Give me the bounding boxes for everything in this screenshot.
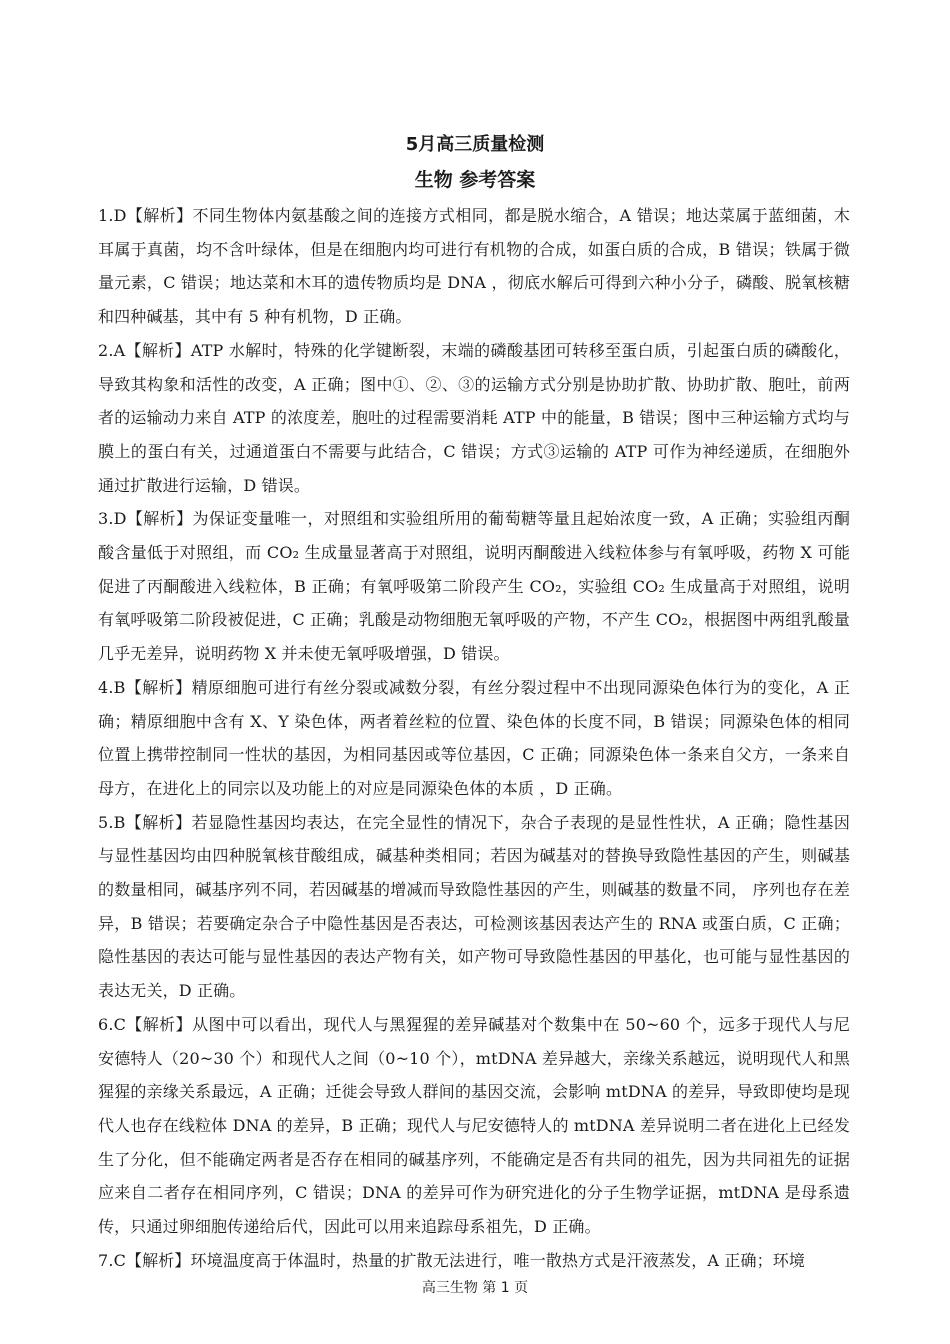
answer-item: 5.B【解析】若显隐性基因均表达，在完全显性的情况下，杂合子表现的是显性性状，A 正确；隐性基因与显性基因均由四种脱氧核苷酸组成，碱基种类相同；若因为碱基对的替换导致隐性基因的产生，则碱基的数量相同，碱基序列不同，若因碱基的增减而导致隐性基因的产生，则碱基的数量不同， 序列也存在差异，B 错误；若要确定杂合子中隐性基因是否表达，可检测该基因表达产生的 RNA 或蛋白质，C 正确；隐性基因的表达可能与显性基因的表达产物有关，如产物可导致隐性基因的甲基化，也可能与显性基因的表达无关，D 正确。 (98, 812, 850, 1001)
answer-item: 7.C【解析】环境温度高于体温时，热量的扩散无法进行，唯一散热方式是汗液蒸发，A 正确；环境 (98, 1250, 806, 1270)
page-subtitle: 生物 参考答案 (414, 169, 536, 191)
answer-item: 4.B【解析】精原细胞可进行有丝分裂或减数分裂，有丝分裂过程中不出现同源染色体行为的变化，A 正确；精原细胞中含有 X、Y 染色体，两者着丝粒的位置、染色体的长度不同，B 错误；同源染色体的相同位置上携带控制同一性状的基因，为相同基因或等位基因，C 正确；同源染色体一条来自父方，一条来自母方，在进化上的同宗以及功能上的对应是同源染色体的本质 ，D 正确。 (98, 677, 850, 798)
page-title: 5月高三质量检测 (405, 134, 545, 155)
answer-item: 3.D【解析】为保证变量唯一，对照组和实验组所用的葡萄糖等量且起始浓度一致，A 正确；实验组丙酮酸含量低于对照组，而 CO₂ 生成量显著高于对照组，说明丙酮酸进入线粒体参与有氧呼吸，药物 X 可能促进了丙酮酸进入线粒体，B 正确；有氧呼吸第二阶段产生 CO₂，实验组 CO₂ 生成量高于对照组，说明有氧呼吸第二阶段被促进，C 正确；乳酸是动物细胞无氧呼吸的产物，不产生 CO₂，根据图中两组乳酸量几乎无差异，说明药物 X 并未使无氧呼吸增强，D 错误。 (98, 509, 850, 664)
answer-item: 2.A【解析】ATP 水解时，特殊的化学键断裂，末端的磷酸基团可转移至蛋白质，引起蛋白质的磷酸化，导致其构象和活性的改变，A 正确；图中①、②、③的运输方式分别是协助扩散、协助扩散、胞吐，前两者的运输动力来自 ATP 的浓度差，胞吐的过程需要消耗 ATP 中的能量，B 错误；图中三种运输方式均与膜上的蛋白有关，过通道蛋白不需要与此结合，C 错误；方式③运输的 ATP 可作为神经递质，在细胞外通过扩散进行运输，D 错误。 (98, 340, 850, 495)
answer-item: 1.D【解析】不同生物体内氨基酸之间的连接方式相同，都是脱水缩合，A 错误；地达菜属于蓝细菌，木耳属于真菌，均不含叶绿体，但是在细胞内均可进行有机物的合成，如蛋白质的合成，B 错误；铁属于微量元素，C 错误；地达菜和木耳的遗传物质均是 DNA ，彻底水解后可得到六种小分子，磷酸、脱氧核糖和四种碱基，其中有 5 种有机物，D 正确。 (98, 206, 850, 327)
answer-item: 6.C【解析】从图中可以看出，现代人与黑猩猩的差异碱基对个数集中在 50~60 个，远多于现代人与尼安德特人（20~30 个）和现代人之间（0~10 个），mtDNA 差异越大，亲缘关系越远，说明现代人和黑猩猩的亲缘关系最远，A 正确；迁徙会导致人群间的基因交流，会影响 mtDNA 的差异，导致即使均是现代人也存在线粒体 DNA 的差异，B 正确；现代人与尼安德特人的 mtDNA 差异说明二者在进化上已经发生了分化，但不能确定两者是否存在相同的碱基序列，不能确定是否有共同的祖先，因为共同祖先的证据应来自二者存在相同序列，C 错误；DNA 的差异可作为研究进化的分子生物学证据，mtDNA 是母系遗传，只通过卵细胞传递给后代，因此可以用来追踪母系祖先，D 正确。 (98, 1014, 850, 1237)
answer-list (98, 199, 850, 1278)
page-footer: 高三生物 第 1 页 (421, 1280, 529, 1296)
